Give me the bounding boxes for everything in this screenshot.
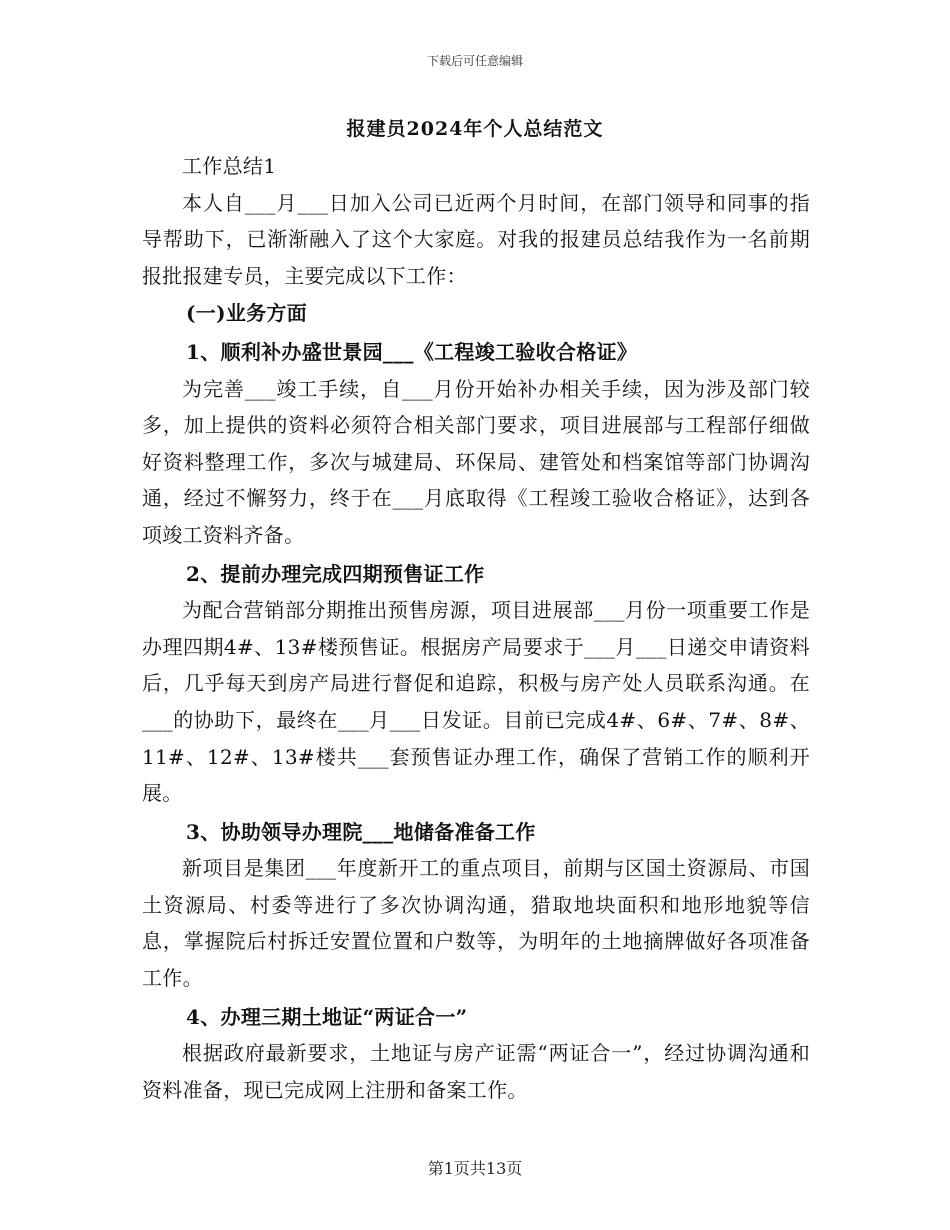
item-heading-3: 3、协助领导办理院___地储备准备工作 — [186, 819, 536, 844]
item-body-3: 新项目是集团___年度新开工的重点项目，前期与区国土资源局、市国土资源局、村委等进行了多次协调沟通，猎取地块面积和地形地貌等信息，掌握院后村拆迁安置位置和户数等，为明年的土地摘牌做好各项准备工作。 — [142, 856, 810, 991]
page-header-note: 下载后可任意编辑 — [426, 54, 523, 68]
page-number: 第1页共13页 — [427, 1159, 523, 1178]
item-heading-1: 1、顺利补办盛世景园___《工程竣工验收合格证》 — [186, 339, 638, 364]
intro-paragraph: 本人自___月___日加入公司已近两个月时间，在部门领导和同事的指导帮助下，已渐渐融入了这个大家庭。对我的报建员总结我作为一名前期报批报建专员，主要完成以下工作： — [142, 190, 810, 288]
item-heading-4: 4、办理三期土地证“两证合一” — [186, 1004, 468, 1029]
item-heading-2: 2、提前办理完成四期预售证工作 — [186, 561, 485, 586]
item-body-1: 为完善___竣工手续，自___月份开始补办相关手续，因为涉及部门较多，加上提供的资料必须符合相关部门要求，项目进展部与工程部仔细做好资料整理工作，多次与城建局、环保局、建管处和档案馆等部门协调沟通，经过不懈努力，终于在___月底取得《工程竣工验收合格证》，达到各项竣工资料齐备。 — [142, 376, 810, 547]
item-body-2: 为配合营销部分期推出预售房源，项目进展部___月份一项重要工作是办理四期4#、13#楼预售证。根据房产局要求于___月___日递交申请资料后，几乎每天到房产局进行督促和追踪，积极与房产处人员联系沟通。在___的协助下，最终在___月___日发证。目前已完成4#、6#、7#、8#、11#、12#、13#楼共___套预售证办理工作，确保了营销工作的顺利开展。 — [142, 598, 810, 806]
document-subtitle: 工作总结1 — [182, 154, 277, 178]
document-body — [142, 148, 810, 1108]
item-body-4: 根据政府最新要求，土地证与房产证需“两证合一”，经过协调沟通和资料准备，现已完成网上注册和备案工作。 — [142, 1041, 810, 1102]
section-heading: (一)业务方面 — [186, 301, 308, 326]
document-title: 报建员2024年个人总结范文 — [346, 118, 604, 140]
